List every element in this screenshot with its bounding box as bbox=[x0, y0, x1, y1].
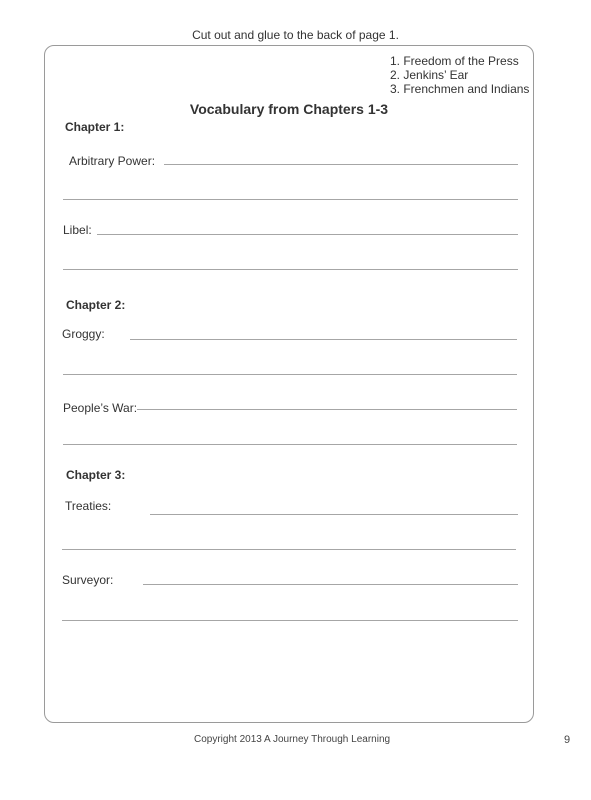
answer-line[interactable] bbox=[164, 164, 518, 165]
copyright-notice: Copyright 2013 A Journey Through Learning bbox=[194, 734, 391, 745]
term-treaties: Treaties: bbox=[65, 499, 112, 513]
answer-line[interactable] bbox=[63, 444, 517, 445]
page-number: 9 bbox=[564, 734, 571, 746]
cut-out-instruction: Cut out and glue to the back of page 1. bbox=[192, 28, 399, 42]
chapter-list-item: 1. Freedom of the Press bbox=[390, 54, 519, 68]
answer-line[interactable] bbox=[63, 199, 518, 200]
answer-line[interactable] bbox=[97, 234, 518, 235]
chapter-2-heading: Chapter 2: bbox=[66, 298, 126, 312]
answer-line[interactable] bbox=[62, 620, 518, 621]
answer-line[interactable] bbox=[62, 549, 516, 550]
answer-line[interactable] bbox=[63, 374, 517, 375]
chapter-list bbox=[390, 54, 529, 96]
answer-line[interactable] bbox=[137, 409, 517, 410]
term-peoples-war: People’s War: bbox=[63, 401, 138, 415]
chapter-3-heading: Chapter 3: bbox=[66, 468, 126, 482]
answer-line[interactable] bbox=[143, 584, 518, 585]
answer-line[interactable] bbox=[63, 269, 518, 270]
vocabulary-card bbox=[44, 45, 534, 723]
page-title: Vocabulary from Chapters 1-3 bbox=[189, 101, 389, 117]
chapter-list-item: 2. Jenkins’ Ear bbox=[390, 68, 469, 82]
answer-line[interactable] bbox=[130, 339, 517, 340]
term-arbitrary-power: Arbitrary Power: bbox=[69, 154, 156, 168]
term-surveyor: Surveyor: bbox=[62, 573, 114, 587]
term-libel: Libel: bbox=[63, 223, 92, 237]
chapter-1-heading: Chapter 1: bbox=[65, 120, 125, 134]
chapter-list-item: 3. Frenchmen and Indians bbox=[390, 82, 530, 96]
answer-line[interactable] bbox=[150, 514, 518, 515]
term-groggy: Groggy: bbox=[62, 327, 105, 341]
